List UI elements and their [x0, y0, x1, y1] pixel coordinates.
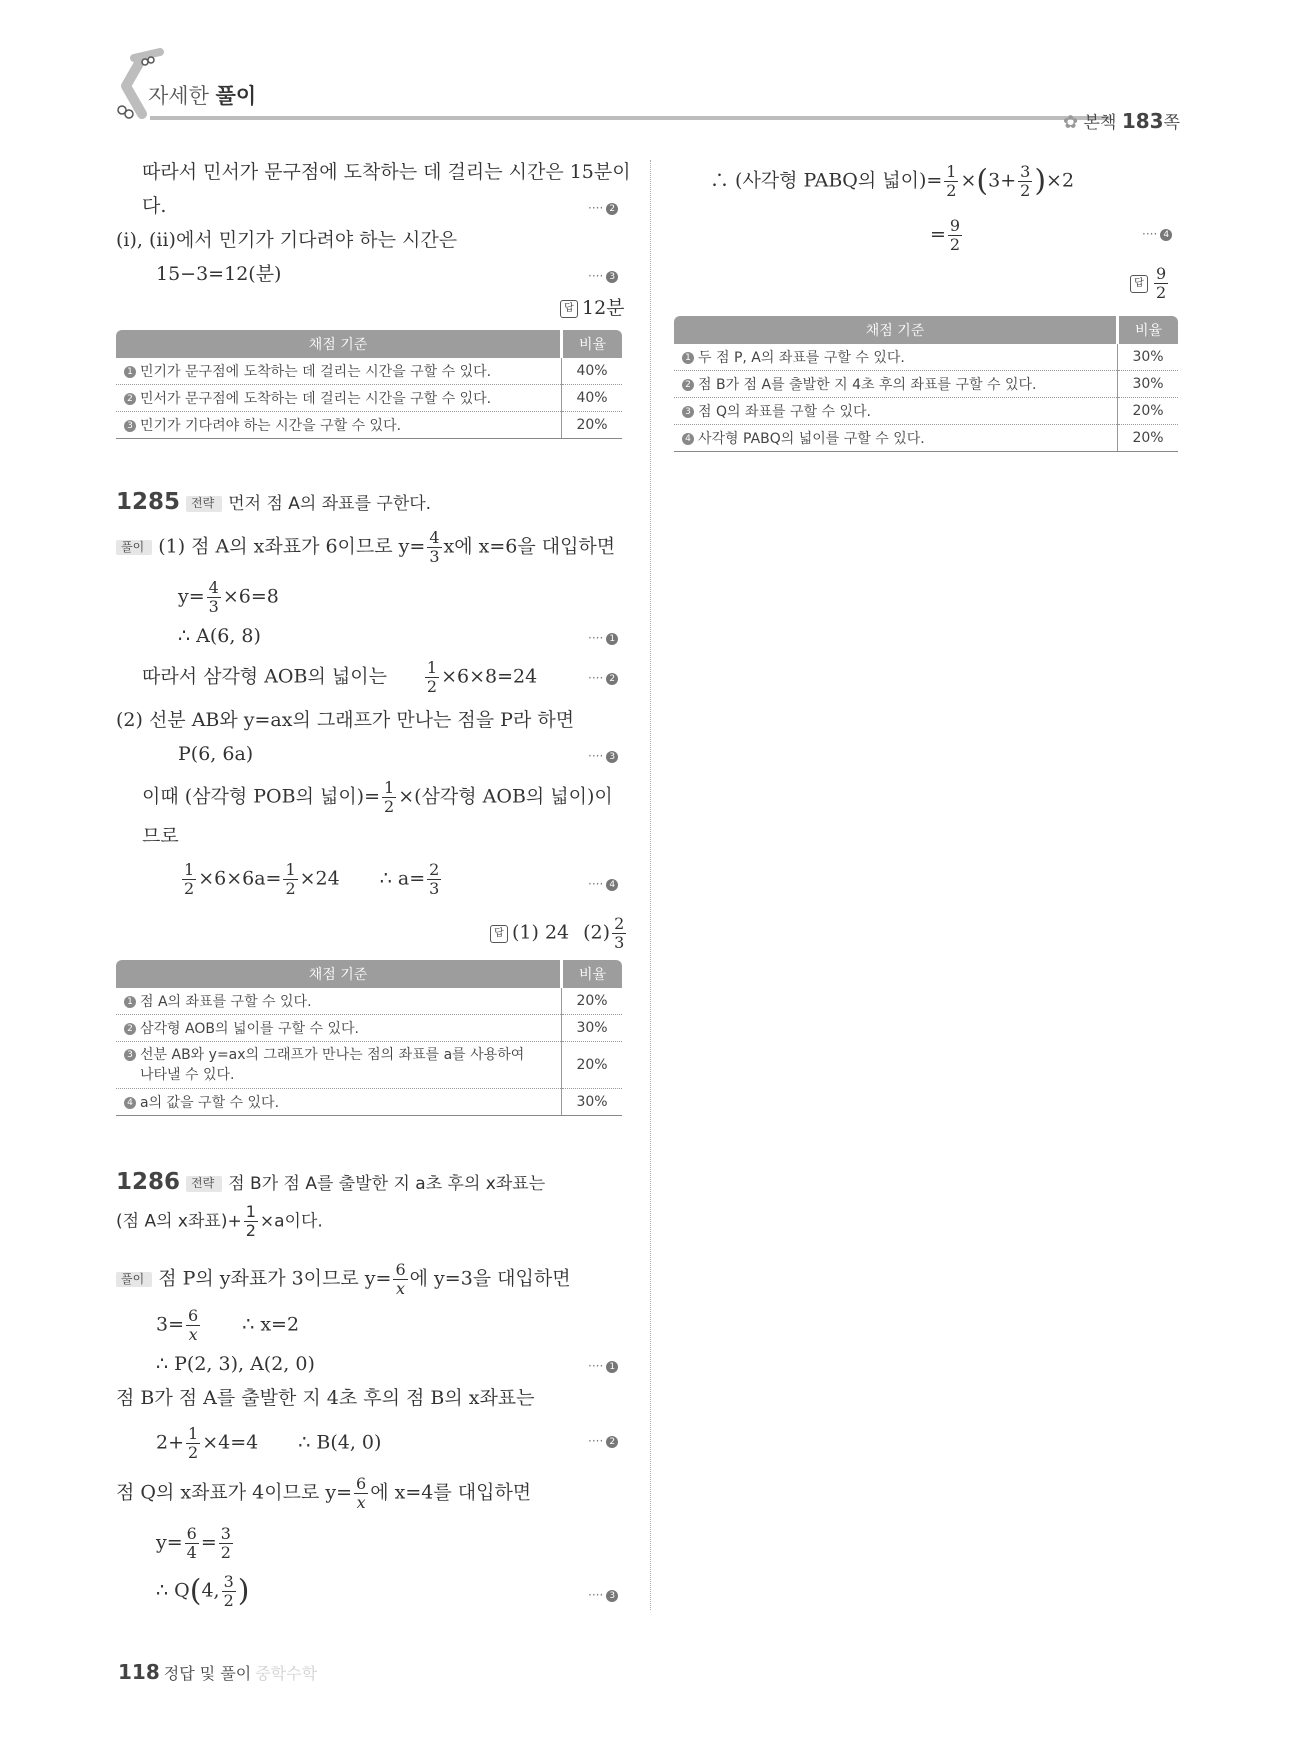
answer-icon: 답	[560, 300, 578, 318]
fraction	[612, 916, 626, 951]
row-text: 민기가 기다려야 하는 시간을 구할 수 있다.	[140, 418, 402, 434]
marker-num: 3	[606, 751, 618, 763]
row-text: a의 값을 구할 수 있다.	[140, 1095, 280, 1111]
marker-dots: ····	[588, 201, 604, 215]
solution-line	[710, 164, 1074, 199]
marker-num: 4	[606, 879, 618, 891]
frac-den: 2	[426, 677, 438, 696]
text-line: 따라서 민서가 문구점에 도착하는 데 걸리는 시간은 15분이	[142, 161, 631, 183]
text-span: 따라서 삼각형 AOB의 넓이는	[142, 665, 387, 688]
ref-suffix: 쪽	[1163, 113, 1180, 133]
step-marker	[588, 1588, 618, 1602]
rubric-header-ratio: 비율	[1118, 316, 1179, 344]
answer-value: 12분	[582, 297, 625, 319]
page-reference	[1063, 108, 1180, 133]
solution-line	[142, 780, 613, 815]
row-pct: 20%	[562, 412, 623, 439]
step-marker	[588, 631, 618, 645]
table-row	[116, 1015, 622, 1042]
solution-line	[116, 1476, 531, 1511]
frac-den: 2	[220, 1543, 231, 1562]
table-row	[674, 344, 1178, 371]
answer	[490, 916, 628, 951]
frac-den: 2	[384, 797, 395, 816]
solution-tag: 풀이	[116, 540, 152, 555]
text-span: 에 x=4를 대입하면	[370, 1481, 532, 1504]
frac-num: 1	[384, 778, 395, 797]
table-row	[116, 988, 622, 1015]
marker-dots: ····	[588, 1434, 604, 1448]
answer-value: (1) 24	[512, 921, 570, 944]
text-span: (점 A의 x좌표)+	[116, 1211, 242, 1232]
solution-line	[142, 660, 537, 695]
column-divider	[650, 160, 651, 1610]
text-span: 이때 (삼각형 POB의 넓이)=	[142, 785, 381, 808]
frac-den: 2	[949, 235, 961, 254]
text-span: ∴ a=	[379, 867, 426, 890]
strategy-line	[116, 1204, 323, 1239]
frac-num: 6	[188, 1306, 199, 1325]
row-pct: 30%	[562, 1015, 623, 1042]
text-span: ∴ B(4, 0)	[298, 1431, 382, 1454]
fraction	[186, 1426, 200, 1461]
frac-num: 3	[1020, 162, 1031, 181]
frac-den: 2	[1020, 181, 1031, 200]
marker-num: 3	[606, 271, 618, 283]
marker-dots: ····	[588, 631, 604, 645]
frac-num: 6	[186, 1524, 197, 1543]
fraction	[219, 1526, 233, 1561]
flower-icon: ✿	[1063, 112, 1079, 133]
marker-dots: ····	[588, 671, 604, 685]
text-span: 점 P의 y좌표가 3이므로 y=	[158, 1267, 392, 1290]
row-pct: 30%	[1118, 371, 1179, 398]
row-num: 2	[124, 393, 136, 405]
row-num: 3	[124, 1049, 136, 1061]
frac-num: 1	[285, 860, 296, 879]
fraction	[425, 660, 439, 695]
fraction	[207, 580, 221, 615]
row-num: 2	[124, 1023, 136, 1035]
text-span: =	[930, 223, 946, 246]
paren-close: )	[1034, 163, 1047, 199]
ref-prefix: 본책	[1083, 113, 1117, 133]
frac-num: 1	[245, 1202, 256, 1221]
table-row	[116, 385, 622, 412]
frac-num: 1	[946, 162, 957, 181]
text-span: ×2	[1046, 169, 1075, 192]
rubric-header-ratio: 비율	[562, 960, 623, 988]
row-text: 점 B가 점 A를 출발한 지 4초 후의 좌표를 구할 수 있다.	[698, 377, 1037, 393]
text-span: ×6×6a=	[198, 867, 282, 890]
page-footer	[118, 1660, 317, 1684]
rubric-table-3	[674, 316, 1178, 452]
footer-watermark: 중학수학	[255, 1664, 318, 1683]
row-pct: 20%	[562, 1042, 623, 1089]
frac-den: 2	[184, 879, 195, 898]
frac-num: 1	[188, 1424, 199, 1443]
text-span: ∴ (사각형 PABQ의 넓이)=	[710, 169, 943, 192]
text-span: 4,	[201, 1579, 220, 1602]
rubric-header-criteria: 채점 기준	[116, 960, 562, 988]
text-span: 에 y=3을 대입하면	[409, 1267, 571, 1290]
fraction	[944, 164, 958, 199]
frac-den: 2	[188, 1443, 199, 1462]
row-text: 점 A의 좌표를 구할 수 있다.	[140, 994, 312, 1010]
row-pct: 30%	[1118, 344, 1179, 371]
strategy-text: 점 B가 점 A를 출발한 지 a초 후의 x좌표는	[228, 1174, 546, 1194]
fraction	[244, 1204, 258, 1239]
frac-num: 4	[208, 578, 219, 597]
page-title	[148, 80, 256, 110]
title-prefix: 자세한	[148, 84, 209, 108]
ref-page: 183	[1121, 109, 1164, 133]
text-span: ×a이다.	[259, 1211, 323, 1232]
solution-line: (2) 선분 AB와 y=ax의 그래프가 만나는 점을 P라 하면	[116, 709, 575, 731]
text-line: (ⅰ), (ⅱ)에서 민기가 기다려야 하는 시간은	[116, 229, 458, 251]
row-num: 1	[682, 352, 694, 364]
problem-1286-heading	[116, 1170, 545, 1195]
row-text: 사각형 PABQ의 넓이를 구할 수 있다.	[698, 431, 925, 447]
frac-num: 2	[429, 860, 440, 879]
text-span: ×	[960, 169, 977, 192]
frac-num: 3	[223, 1572, 234, 1591]
frac-num: 9	[1156, 264, 1167, 283]
fraction	[354, 1476, 368, 1511]
frac-den: x	[188, 1325, 198, 1344]
step-marker	[588, 1434, 618, 1448]
text-line: 15−3=12(분)	[156, 263, 282, 285]
solution-line	[178, 580, 279, 615]
header-rule	[150, 116, 1110, 120]
solution-line	[156, 1308, 299, 1343]
row-pct: 20%	[562, 988, 623, 1015]
fraction	[393, 1262, 407, 1297]
table-row	[116, 412, 622, 439]
solution-line: 점 B가 점 A를 출발한 지 4초 후의 점 B의 x좌표는	[116, 1387, 535, 1409]
frac-den: 3	[429, 547, 440, 566]
step-marker	[1142, 227, 1172, 241]
marker-num: 1	[606, 1361, 618, 1373]
text-span: 3=	[156, 1313, 185, 1336]
frac-den: x	[396, 1279, 406, 1298]
table-row	[116, 358, 622, 385]
row-text: 선분 AB와 y=ax의 그래프가 만나는 점의 좌표를 a를 사용하여	[140, 1047, 525, 1063]
title-main: 풀이	[215, 84, 257, 108]
text-span: ∴ x=2	[242, 1313, 300, 1336]
solution-line	[156, 1526, 235, 1561]
step-marker	[588, 749, 618, 763]
row-num: 4	[682, 433, 694, 445]
rubric-header-ratio: 비율	[562, 330, 623, 358]
rubric-header-criteria: 채점 기준	[116, 330, 562, 358]
solution-tag: 풀이	[116, 1272, 152, 1287]
fraction	[427, 530, 441, 565]
text-span: 점 Q의 x좌표가 4이므로 y=	[116, 1481, 353, 1504]
marker-num: 1	[606, 633, 618, 645]
frac-num: 1	[426, 658, 438, 677]
solution-line: P(6, 6a)	[178, 743, 254, 765]
page-number: 118	[118, 1660, 160, 1684]
marker-num: 3	[606, 1590, 618, 1602]
row-pct: 20%	[1118, 425, 1179, 452]
rubric-header-criteria: 채점 기준	[674, 316, 1118, 344]
frac-num: 3	[220, 1524, 231, 1543]
table-row	[674, 371, 1178, 398]
solution-line	[116, 1262, 571, 1297]
answer	[1130, 266, 1170, 301]
fraction	[182, 862, 196, 897]
paren-close: )	[237, 1573, 250, 1609]
answer-value: (2)	[583, 921, 611, 944]
fraction	[186, 1308, 200, 1343]
row-pct: 40%	[562, 358, 623, 385]
problem-number: 1285	[116, 489, 181, 515]
fraction	[427, 862, 441, 897]
marker-dots: ····	[588, 269, 604, 283]
answer-icon: 답	[1130, 275, 1148, 293]
frac-num: 6	[395, 1260, 406, 1279]
answer	[560, 298, 625, 319]
problem-number: 1286	[116, 1169, 181, 1195]
text-span: ×24	[299, 867, 340, 890]
frac-num: 9	[949, 216, 961, 235]
marker-num: 2	[606, 673, 618, 685]
row-num: 4	[124, 1097, 136, 1109]
frac-den: 2	[245, 1221, 256, 1240]
solution-line	[156, 1426, 381, 1461]
text-span: y=	[156, 1531, 183, 1554]
text-span: x에 x=6을 대입하면	[443, 535, 616, 558]
text-span: ∴ Q	[156, 1579, 190, 1602]
step-marker	[588, 877, 618, 891]
footer-label: 정답 및 풀이	[163, 1664, 252, 1683]
row-pct: 30%	[562, 1089, 623, 1116]
marker-dots: ····	[588, 1359, 604, 1373]
text-span: (1) 점 A의 x좌표가 6이므로 y=	[158, 535, 426, 558]
step-marker	[588, 269, 618, 283]
fraction	[185, 1526, 199, 1561]
frac-den: 2	[223, 1591, 234, 1610]
table-row	[674, 425, 1178, 452]
text-span: 3+	[988, 169, 1017, 192]
marker-dots: ····	[588, 877, 604, 891]
text-span: ×6=8	[222, 585, 279, 608]
frac-den: 3	[429, 879, 440, 898]
marker-num: 4	[1160, 229, 1172, 241]
frac-den: 2	[1156, 283, 1167, 302]
strategy-tag: 전략	[186, 496, 222, 511]
text-span: ×4=4	[202, 1431, 259, 1454]
solution-line	[156, 1574, 249, 1609]
solution-line: ∴ A(6, 8)	[178, 625, 261, 647]
row-text: 두 점 P, A의 좌표를 구할 수 있다.	[698, 350, 905, 366]
solution-line	[116, 530, 615, 565]
marker-dots: ····	[588, 1588, 604, 1602]
rubric-table-1	[116, 330, 622, 439]
fraction	[1018, 164, 1032, 199]
row-text: 민서가 문구점에 도착하는 데 걸리는 시간을 구할 수 있다.	[140, 391, 492, 407]
row-text: 민기가 문구점에 도착하는 데 걸리는 시간을 구할 수 있다.	[140, 364, 492, 380]
solution-line: 므로	[142, 825, 179, 847]
frac-num: 2	[614, 914, 625, 933]
text-span: y=	[178, 585, 205, 608]
text-span: ×6×8=24	[441, 665, 538, 688]
table-row	[674, 398, 1178, 425]
frac-num: 1	[184, 860, 195, 879]
row-num: 1	[124, 366, 136, 378]
table-row	[116, 1089, 622, 1116]
marker-dots: ····	[588, 749, 604, 763]
text-span: =	[200, 1531, 217, 1554]
step-marker	[588, 1359, 618, 1373]
frac-den: x	[356, 1493, 366, 1512]
solution-line	[930, 218, 964, 253]
row-num: 2	[682, 379, 694, 391]
rubric-table-2	[116, 960, 622, 1116]
answer-icon: 답	[490, 925, 508, 943]
fraction	[283, 862, 297, 897]
row-text: 점 Q의 좌표를 구할 수 있다.	[698, 404, 871, 420]
frac-den: 2	[946, 181, 957, 200]
frac-den: 3	[614, 933, 625, 952]
frac-den: 4	[186, 1543, 197, 1562]
marker-num: 2	[606, 203, 618, 215]
row-num: 3	[682, 406, 694, 418]
text-span: 2+	[156, 1431, 185, 1454]
text-line: 다.	[142, 195, 167, 217]
frac-den: 2	[285, 879, 296, 898]
row-pct: 40%	[562, 385, 623, 412]
text-span: ×(삼각형 AOB의 넓이)이	[398, 785, 613, 808]
row-text: 삼각형 AOB의 넓이를 구할 수 있다.	[140, 1021, 359, 1037]
paren-open: (	[976, 163, 989, 199]
solution-line	[180, 862, 443, 897]
row-num: 1	[124, 996, 136, 1008]
frac-num: 4	[429, 528, 440, 547]
fraction	[1154, 266, 1168, 301]
fraction	[382, 780, 396, 815]
frac-den: 3	[208, 597, 219, 616]
strategy-tag: 전략	[186, 1176, 222, 1191]
fraction	[222, 1574, 236, 1609]
marker-num: 2	[606, 1436, 618, 1448]
marker-dots: ····	[1142, 227, 1158, 241]
step-marker	[588, 671, 618, 685]
strategy-text: 먼저 점 A의 좌표를 구한다.	[228, 494, 432, 514]
fraction	[948, 218, 962, 253]
problem-1285-heading	[116, 490, 431, 515]
paren-open: (	[189, 1573, 202, 1609]
frac-num: 6	[356, 1474, 367, 1493]
solution-line: ∴ P(2, 3), A(2, 0)	[156, 1353, 315, 1375]
row-num: 3	[124, 420, 136, 432]
table-row	[116, 1042, 622, 1089]
step-marker	[588, 201, 618, 215]
row-text: 나타낼 수 있다.	[140, 1067, 235, 1083]
row-pct: 20%	[1118, 398, 1179, 425]
